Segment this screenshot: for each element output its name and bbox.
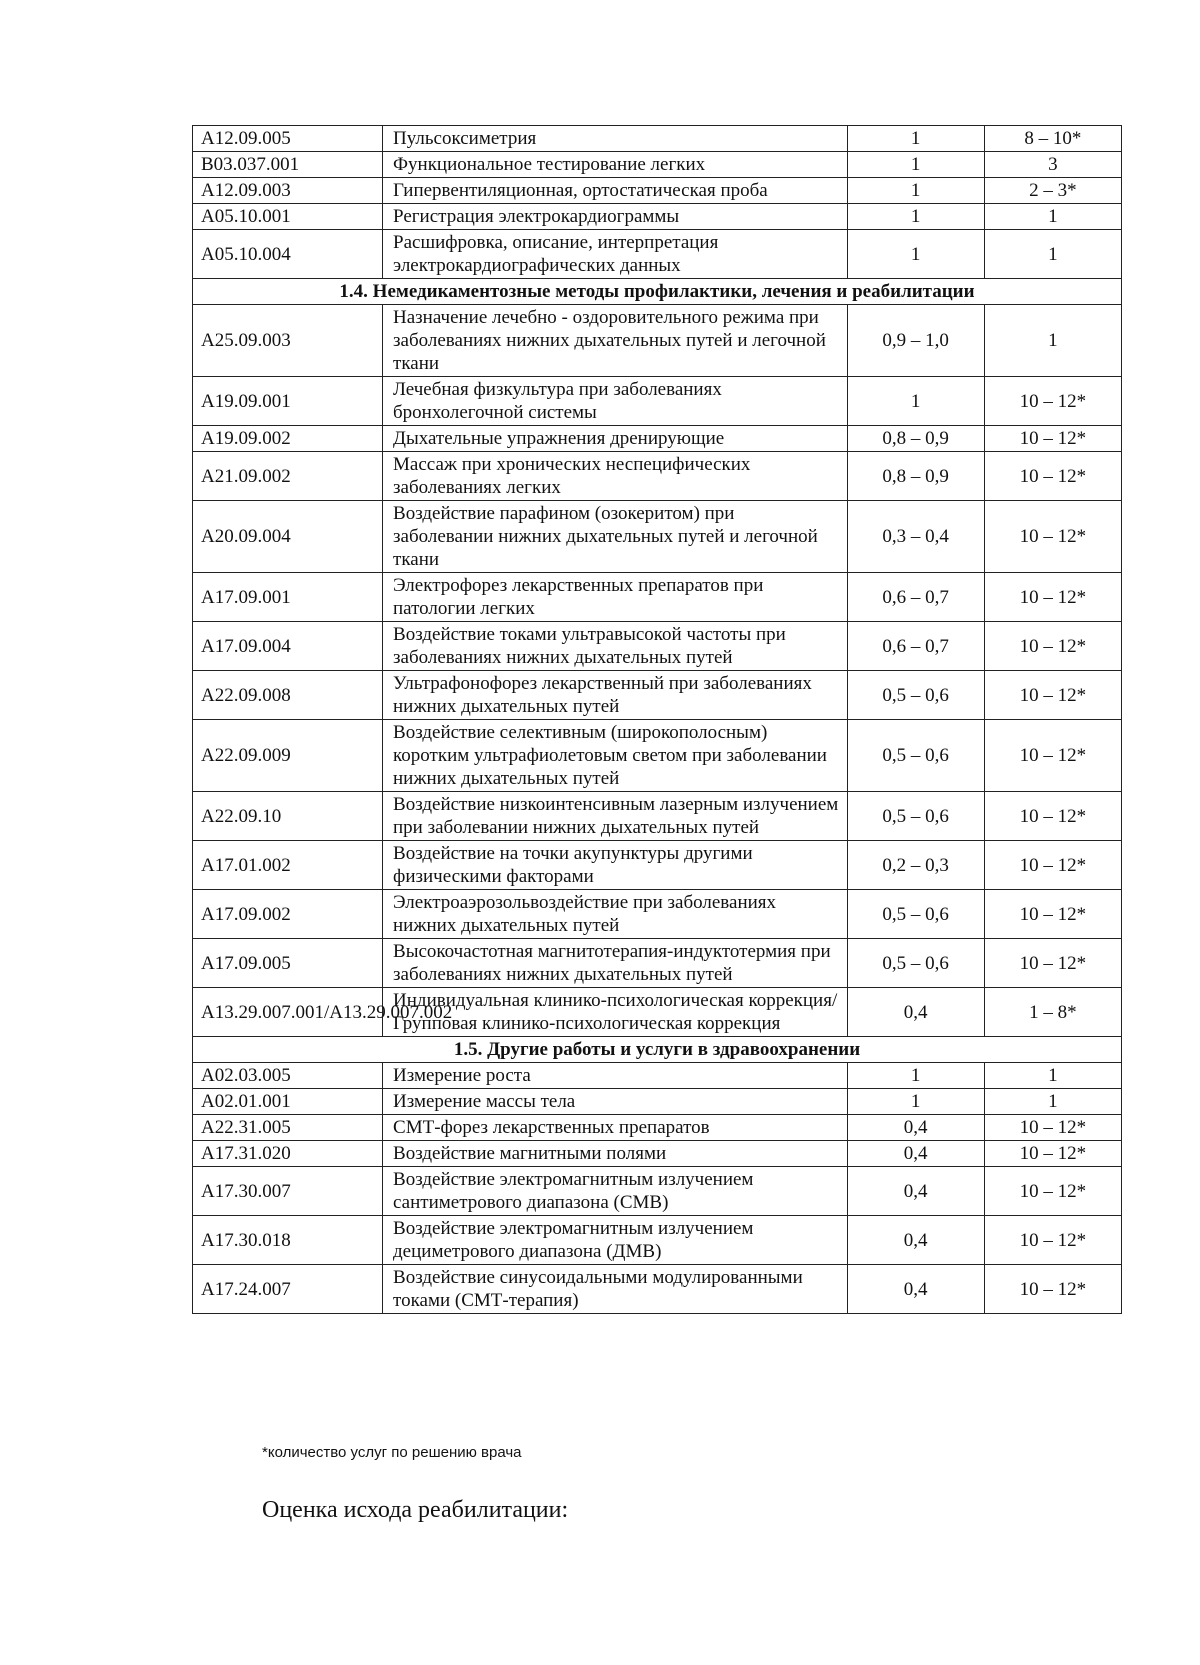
count-cell: 10 – 12* (984, 573, 1121, 622)
service-code-cell: B03.037.001 (193, 152, 383, 178)
rows-1-4-group (193, 305, 1122, 1037)
count-cell: 10 – 12* (984, 622, 1121, 671)
section-title-1-5: 1.5. Другие работы и услуги в здравоохранении (193, 1037, 1122, 1063)
table-row (193, 377, 1122, 426)
table-row (193, 1216, 1122, 1265)
frequency-cell: 1 (847, 178, 984, 204)
service-name-cell: Индивидуальная клинико-психологическая коррекция/Групповая клинико-психологическая коррекция (383, 988, 848, 1037)
frequency-cell: 1 (847, 1063, 984, 1089)
service-name-cell: Воздействие селективным (широкополосным) коротким ультрафиолетовым светом при заболевании нижних дыхательных путей (383, 720, 848, 792)
table-row (193, 622, 1122, 671)
count-cell: 10 – 12* (984, 939, 1121, 988)
table-row (193, 573, 1122, 622)
service-code-cell: A05.10.004 (193, 230, 383, 279)
table-row (193, 1115, 1122, 1141)
table-row (193, 1141, 1122, 1167)
service-code-cell: A21.09.002 (193, 452, 383, 501)
frequency-cell: 1 (847, 1089, 984, 1115)
frequency-cell: 0,6 – 0,7 (847, 573, 984, 622)
service-code-cell: A19.09.001 (193, 377, 383, 426)
rows-1-5-group (193, 1063, 1122, 1314)
count-cell: 10 – 12* (984, 890, 1121, 939)
service-name-cell: Воздействие токами ультравысокой частоты при заболеваниях нижних дыхательных путей (383, 622, 848, 671)
frequency-cell: 0,8 – 0,9 (847, 452, 984, 501)
service-name-cell: Воздействие электромагнитным излучением дециметрового диапазона (ДМВ) (383, 1216, 848, 1265)
service-code-cell: A20.09.004 (193, 501, 383, 573)
service-code-cell: A12.09.005 (193, 126, 383, 152)
frequency-cell: 0,5 – 0,6 (847, 890, 984, 939)
count-cell: 10 – 12* (984, 501, 1121, 573)
service-name-cell: Регистрация электрокардиограммы (383, 204, 848, 230)
service-code-cell: A02.03.005 (193, 1063, 383, 1089)
count-cell: 10 – 12* (984, 671, 1121, 720)
service-name-cell: Измерение роста (383, 1063, 848, 1089)
service-code-cell: A25.09.003 (193, 305, 383, 377)
service-code-cell: A12.09.003 (193, 178, 383, 204)
count-cell: 10 – 12* (984, 1141, 1121, 1167)
count-cell: 1 (984, 305, 1121, 377)
service-code-cell: A05.10.001 (193, 204, 383, 230)
table-row (193, 152, 1122, 178)
service-name-cell: Пульсоксиметрия (383, 126, 848, 152)
table-row (193, 204, 1122, 230)
service-name-cell: Воздействие низкоинтенсивным лазерным излучением при заболевании нижних дыхательных путей (383, 792, 848, 841)
count-cell: 8 – 10* (984, 126, 1121, 152)
service-name-cell: Электроаэрозольвоздействие при заболеваниях нижних дыхательных путей (383, 890, 848, 939)
service-code-cell: A19.09.002 (193, 426, 383, 452)
service-name-cell: Воздействие на точки акупунктуры другими физическими факторами (383, 841, 848, 890)
frequency-cell: 1 (847, 230, 984, 279)
service-name-cell: Электрофорез лекарственных препаратов при патологии легких (383, 573, 848, 622)
frequency-cell: 0,2 – 0,3 (847, 841, 984, 890)
frequency-cell: 1 (847, 377, 984, 426)
frequency-cell: 0,3 – 0,4 (847, 501, 984, 573)
frequency-cell: 0,4 (847, 1141, 984, 1167)
table-row (193, 939, 1122, 988)
section-title-1-4: 1.4. Немедикаментозные методы профилактики, лечения и реабилитации (193, 279, 1122, 305)
count-cell: 10 – 12* (984, 792, 1121, 841)
frequency-cell: 1 (847, 126, 984, 152)
count-cell: 3 (984, 152, 1121, 178)
table-row (193, 452, 1122, 501)
service-name-cell: Дыхательные упражнения дренирующие (383, 426, 848, 452)
service-name-cell: Измерение массы тела (383, 1089, 848, 1115)
count-cell: 10 – 12* (984, 1216, 1121, 1265)
service-code-cell: A13.29.007.001/A13.29.007.002 (193, 988, 383, 1037)
count-cell: 1 (984, 1063, 1121, 1089)
rows-top-group (193, 126, 1122, 279)
table-row (193, 126, 1122, 152)
service-name-cell: Воздействие электромагнитным излучением сантиметрового диапазона (СМВ) (383, 1167, 848, 1216)
service-name-cell: Воздействие магнитными полями (383, 1141, 848, 1167)
service-name-cell: Назначение лечебно - оздоровительного режима при заболеваниях нижних дыхательных путей и легочной ткани (383, 305, 848, 377)
frequency-cell: 0,4 (847, 1265, 984, 1314)
count-cell: 1 (984, 1089, 1121, 1115)
table-row (193, 305, 1122, 377)
service-name-cell: Функциональное тестирование легких (383, 152, 848, 178)
service-name-cell: СМТ-форез лекарственных препаратов (383, 1115, 848, 1141)
count-cell: 10 – 12* (984, 1265, 1121, 1314)
table-row (193, 841, 1122, 890)
footnote: *количество услуг по решению врача (262, 1444, 522, 1461)
table-row (193, 792, 1122, 841)
count-cell: 10 – 12* (984, 1115, 1121, 1141)
frequency-cell: 0,5 – 0,6 (847, 671, 984, 720)
service-name-cell: Воздействие парафином (озокеритом) при заболевании нижних дыхательных путей и легочной ткани (383, 501, 848, 573)
count-cell: 10 – 12* (984, 377, 1121, 426)
count-cell: 1 – 8* (984, 988, 1121, 1037)
count-cell: 10 – 12* (984, 452, 1121, 501)
table-row (193, 230, 1122, 279)
service-name-cell: Ультрафонофорез лекарственный при заболеваниях нижних дыхательных путей (383, 671, 848, 720)
count-cell: 10 – 12* (984, 720, 1121, 792)
count-cell: 10 – 12* (984, 841, 1121, 890)
service-code-cell: A22.09.008 (193, 671, 383, 720)
table-row (193, 426, 1122, 452)
service-code-cell: A17.09.001 (193, 573, 383, 622)
count-cell: 2 – 3* (984, 178, 1121, 204)
frequency-cell: 0,4 (847, 988, 984, 1037)
table-row (193, 720, 1122, 792)
service-name-cell: Высокочастотная магнитотерапия-индуктотермия при заболеваниях нижних дыхательных путей (383, 939, 848, 988)
count-cell: 10 – 12* (984, 1167, 1121, 1216)
service-code-cell: A17.09.004 (193, 622, 383, 671)
frequency-cell: 0,5 – 0,6 (847, 939, 984, 988)
table-row (193, 178, 1122, 204)
frequency-cell: 0,8 – 0,9 (847, 426, 984, 452)
table-row (193, 501, 1122, 573)
table-row (193, 1167, 1122, 1216)
service-code-cell: A22.31.005 (193, 1115, 383, 1141)
service-code-cell: A17.30.007 (193, 1167, 383, 1216)
services-table (192, 125, 1122, 1314)
table-row (193, 1089, 1122, 1115)
service-code-cell: A17.30.018 (193, 1216, 383, 1265)
count-cell: 1 (984, 230, 1121, 279)
service-name-cell: Массаж при хронических неспецифических заболеваниях легких (383, 452, 848, 501)
count-cell: 10 – 12* (984, 426, 1121, 452)
service-name-cell: Лечебная физкультура при заболеваниях бронхолегочной системы (383, 377, 848, 426)
service-code-cell: A17.01.002 (193, 841, 383, 890)
table-row (193, 890, 1122, 939)
service-name-cell: Гипервентиляционная, ортостатическая проба (383, 178, 848, 204)
service-name-cell: Воздействие синусоидальными модулированными токами (СМТ-терапия) (383, 1265, 848, 1314)
service-name-cell: Расшифровка, описание, интерпретация электрокардиографических данных (383, 230, 848, 279)
frequency-cell: 1 (847, 204, 984, 230)
section-row-1-4 (193, 279, 1122, 305)
section-row-1-5 (193, 1037, 1122, 1063)
frequency-cell: 0,5 – 0,6 (847, 720, 984, 792)
table-row (193, 1265, 1122, 1314)
frequency-cell: 0,9 – 1,0 (847, 305, 984, 377)
frequency-cell: 0,4 (847, 1216, 984, 1265)
outcome-heading: Оценка исхода реабилитации: (262, 1497, 569, 1523)
table-row (193, 671, 1122, 720)
frequency-cell: 0,6 – 0,7 (847, 622, 984, 671)
table-row (193, 988, 1122, 1037)
service-code-cell: A22.09.10 (193, 792, 383, 841)
frequency-cell: 0,4 (847, 1115, 984, 1141)
service-code-cell: A17.24.007 (193, 1265, 383, 1314)
service-code-cell: A17.09.002 (193, 890, 383, 939)
service-code-cell: A17.31.020 (193, 1141, 383, 1167)
count-cell: 1 (984, 204, 1121, 230)
table-row (193, 1063, 1122, 1089)
service-code-cell: A02.01.001 (193, 1089, 383, 1115)
frequency-cell: 0,4 (847, 1167, 984, 1216)
service-code-cell: A17.09.005 (193, 939, 383, 988)
frequency-cell: 0,5 – 0,6 (847, 792, 984, 841)
service-code-cell: A22.09.009 (193, 720, 383, 792)
frequency-cell: 1 (847, 152, 984, 178)
